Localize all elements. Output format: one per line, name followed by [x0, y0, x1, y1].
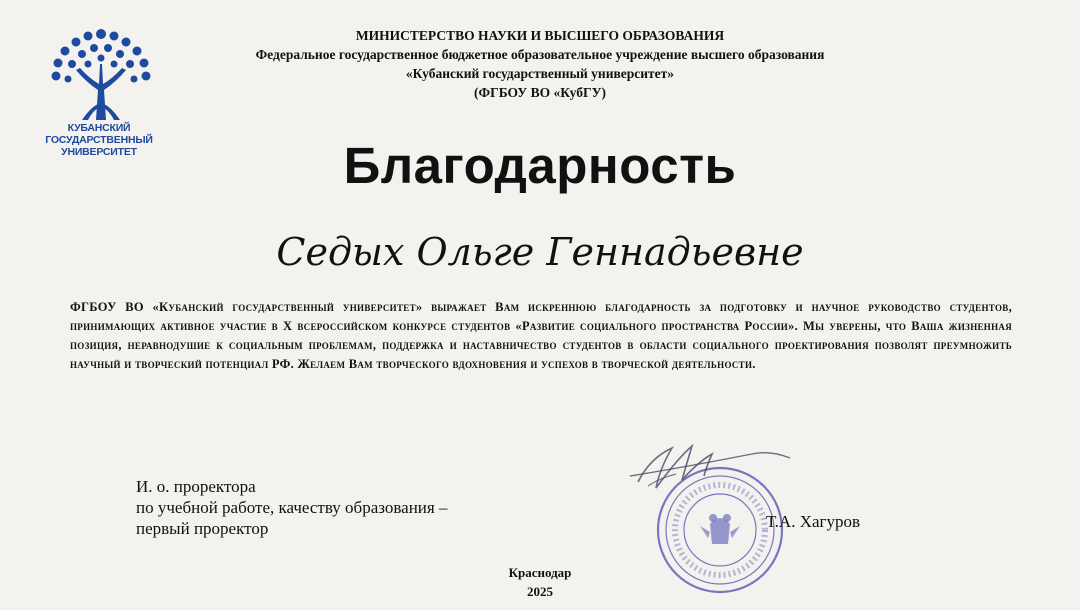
logo-text-line: ГОСУДАРСТВЕННЫЙ: [45, 134, 153, 146]
gratitude-text: ФГБОУ ВО «Кубанский государственный университет» выражает Вам искреннюю благодарность за подготовку и научное руководство студентов, принимающих активное участие в X всероссийском конкурсе студентов «Развитие социального пространства России». Мы уверены, что Ваша жизненная позиция, неравнодушие к социальным проблемам, поддержка и наставничество студентов в области социального проектирования позволят преумножить научный и творческий потенциал РФ. Желаем Вам творческого вдохновения и успехов в творческой деятельности.: [70, 300, 1012, 371]
position-line: И. о. проректора: [136, 477, 256, 496]
document-title: Благодарность: [343, 137, 737, 194]
logo-text-line: КУБАНСКИЙ: [67, 122, 131, 134]
signer-position: [136, 476, 447, 539]
logo-text-line: УНИВЕРСИТЕТ: [61, 146, 137, 158]
signer-name: Т.А. Хагуров: [766, 512, 861, 531]
position-line: по учебной работе, качеству образования –: [136, 498, 448, 517]
recipient-name: Седых Ольге Геннадьевне: [276, 230, 804, 274]
ministry-name: МИНИСТЕРСТВО НАУКИ И ВЫСШЕГО ОБРАЗОВАНИЯ: [355, 28, 725, 43]
position-line: первый проректор: [136, 519, 269, 538]
year: 2025: [527, 584, 553, 599]
place-and-year: [0, 563, 1080, 601]
institution-type: Федеральное государственное бюджетное образовательное учреждение высшего образования: [255, 47, 825, 62]
university-name: «Кубанский государственный университет»: [405, 66, 675, 81]
document-header: [160, 26, 920, 102]
university-abbreviation: (ФГБОУ ВО «КубГУ): [474, 85, 606, 100]
city: Краснодар: [508, 565, 572, 580]
tree-emblem-icon: [38, 24, 164, 120]
